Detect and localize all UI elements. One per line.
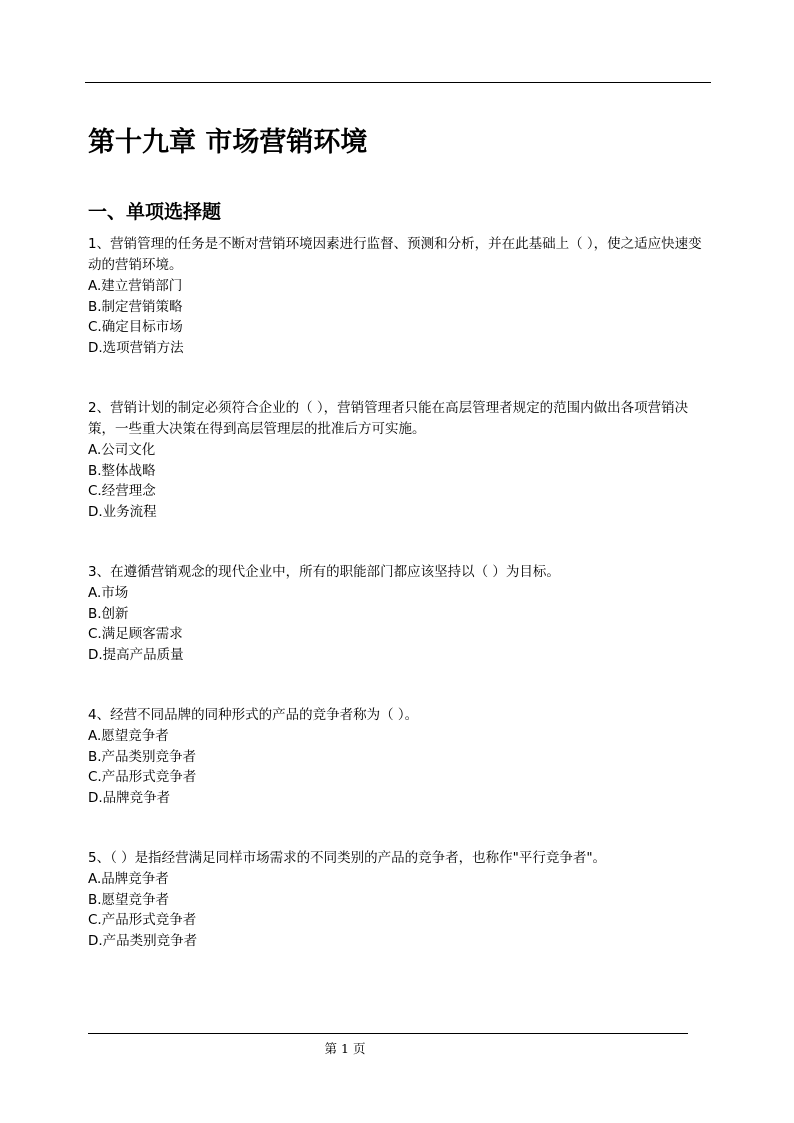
question-stem: 2、营销计划的制定必须符合企业的（ ），营销管理者只能在高层管理者规定的范围内做出各项营销决策，一些重大决策在得到高层管理层的批准后方可实施。 bbox=[88, 400, 689, 437]
option-c: C.产品形式竞争者 bbox=[88, 769, 197, 786]
footer-rule bbox=[88, 1033, 688, 1034]
option-b: B.创新 bbox=[88, 605, 129, 622]
question-3 bbox=[88, 562, 712, 666]
question-2 bbox=[88, 398, 712, 523]
question-stem: 5、（ ）是指经营满足同样市场需求的不同类别的产品的竞争者，也称作"平行竞争者"。 bbox=[88, 850, 607, 866]
option-d: D.品牌竞争者 bbox=[88, 790, 171, 807]
question-stem: 3、在遵循营销观念的现代企业中，所有的职能部门都应该坚持以（ ）为目标。 bbox=[88, 564, 560, 580]
option-d: D.产品类别竞争者 bbox=[88, 933, 198, 950]
option-d: D.提高产品质量 bbox=[88, 647, 184, 664]
question-stem: 4、经营不同品牌的同种形式的产品的竞争者称为（ ）。 bbox=[88, 707, 419, 723]
section-heading: 一、单项选择题 bbox=[88, 201, 222, 223]
option-a: A.市场 bbox=[88, 585, 129, 601]
option-b: B.产品类别竞争者 bbox=[88, 748, 197, 765]
question-stem: 1、营销管理的任务是不断对营销环境因素进行监督、预测和分析，并在此基础上（ ），使之适应快速变动的营销环境。 bbox=[88, 236, 702, 273]
option-a: A.愿望竞争者 bbox=[88, 728, 169, 744]
option-a: A.公司文化 bbox=[88, 442, 156, 458]
option-c: C.满足顾客需求 bbox=[88, 626, 183, 643]
question-5 bbox=[88, 848, 712, 952]
option-a: A.建立营销部门 bbox=[88, 278, 183, 294]
option-d: D.选项营销方法 bbox=[88, 340, 184, 357]
page-number bbox=[0, 1040, 690, 1058]
question-4 bbox=[88, 705, 712, 809]
option-b: B.制定营销策略 bbox=[88, 298, 183, 315]
question-1 bbox=[88, 234, 712, 359]
option-c: C.经营理念 bbox=[88, 483, 156, 500]
option-d: D.业务流程 bbox=[88, 504, 157, 521]
header-rule bbox=[85, 82, 711, 83]
option-c: C.确定目标市场 bbox=[88, 319, 183, 336]
option-b: B.整体战略 bbox=[88, 462, 156, 479]
option-a: A.品牌竞争者 bbox=[88, 871, 169, 887]
option-c: C.产品形式竞争者 bbox=[88, 912, 197, 929]
option-b: B.愿望竞争者 bbox=[88, 891, 170, 908]
chapter-title: 第十九章 市场营销环境 bbox=[88, 127, 368, 158]
page-number-label: 第 1 页 bbox=[324, 1041, 366, 1056]
